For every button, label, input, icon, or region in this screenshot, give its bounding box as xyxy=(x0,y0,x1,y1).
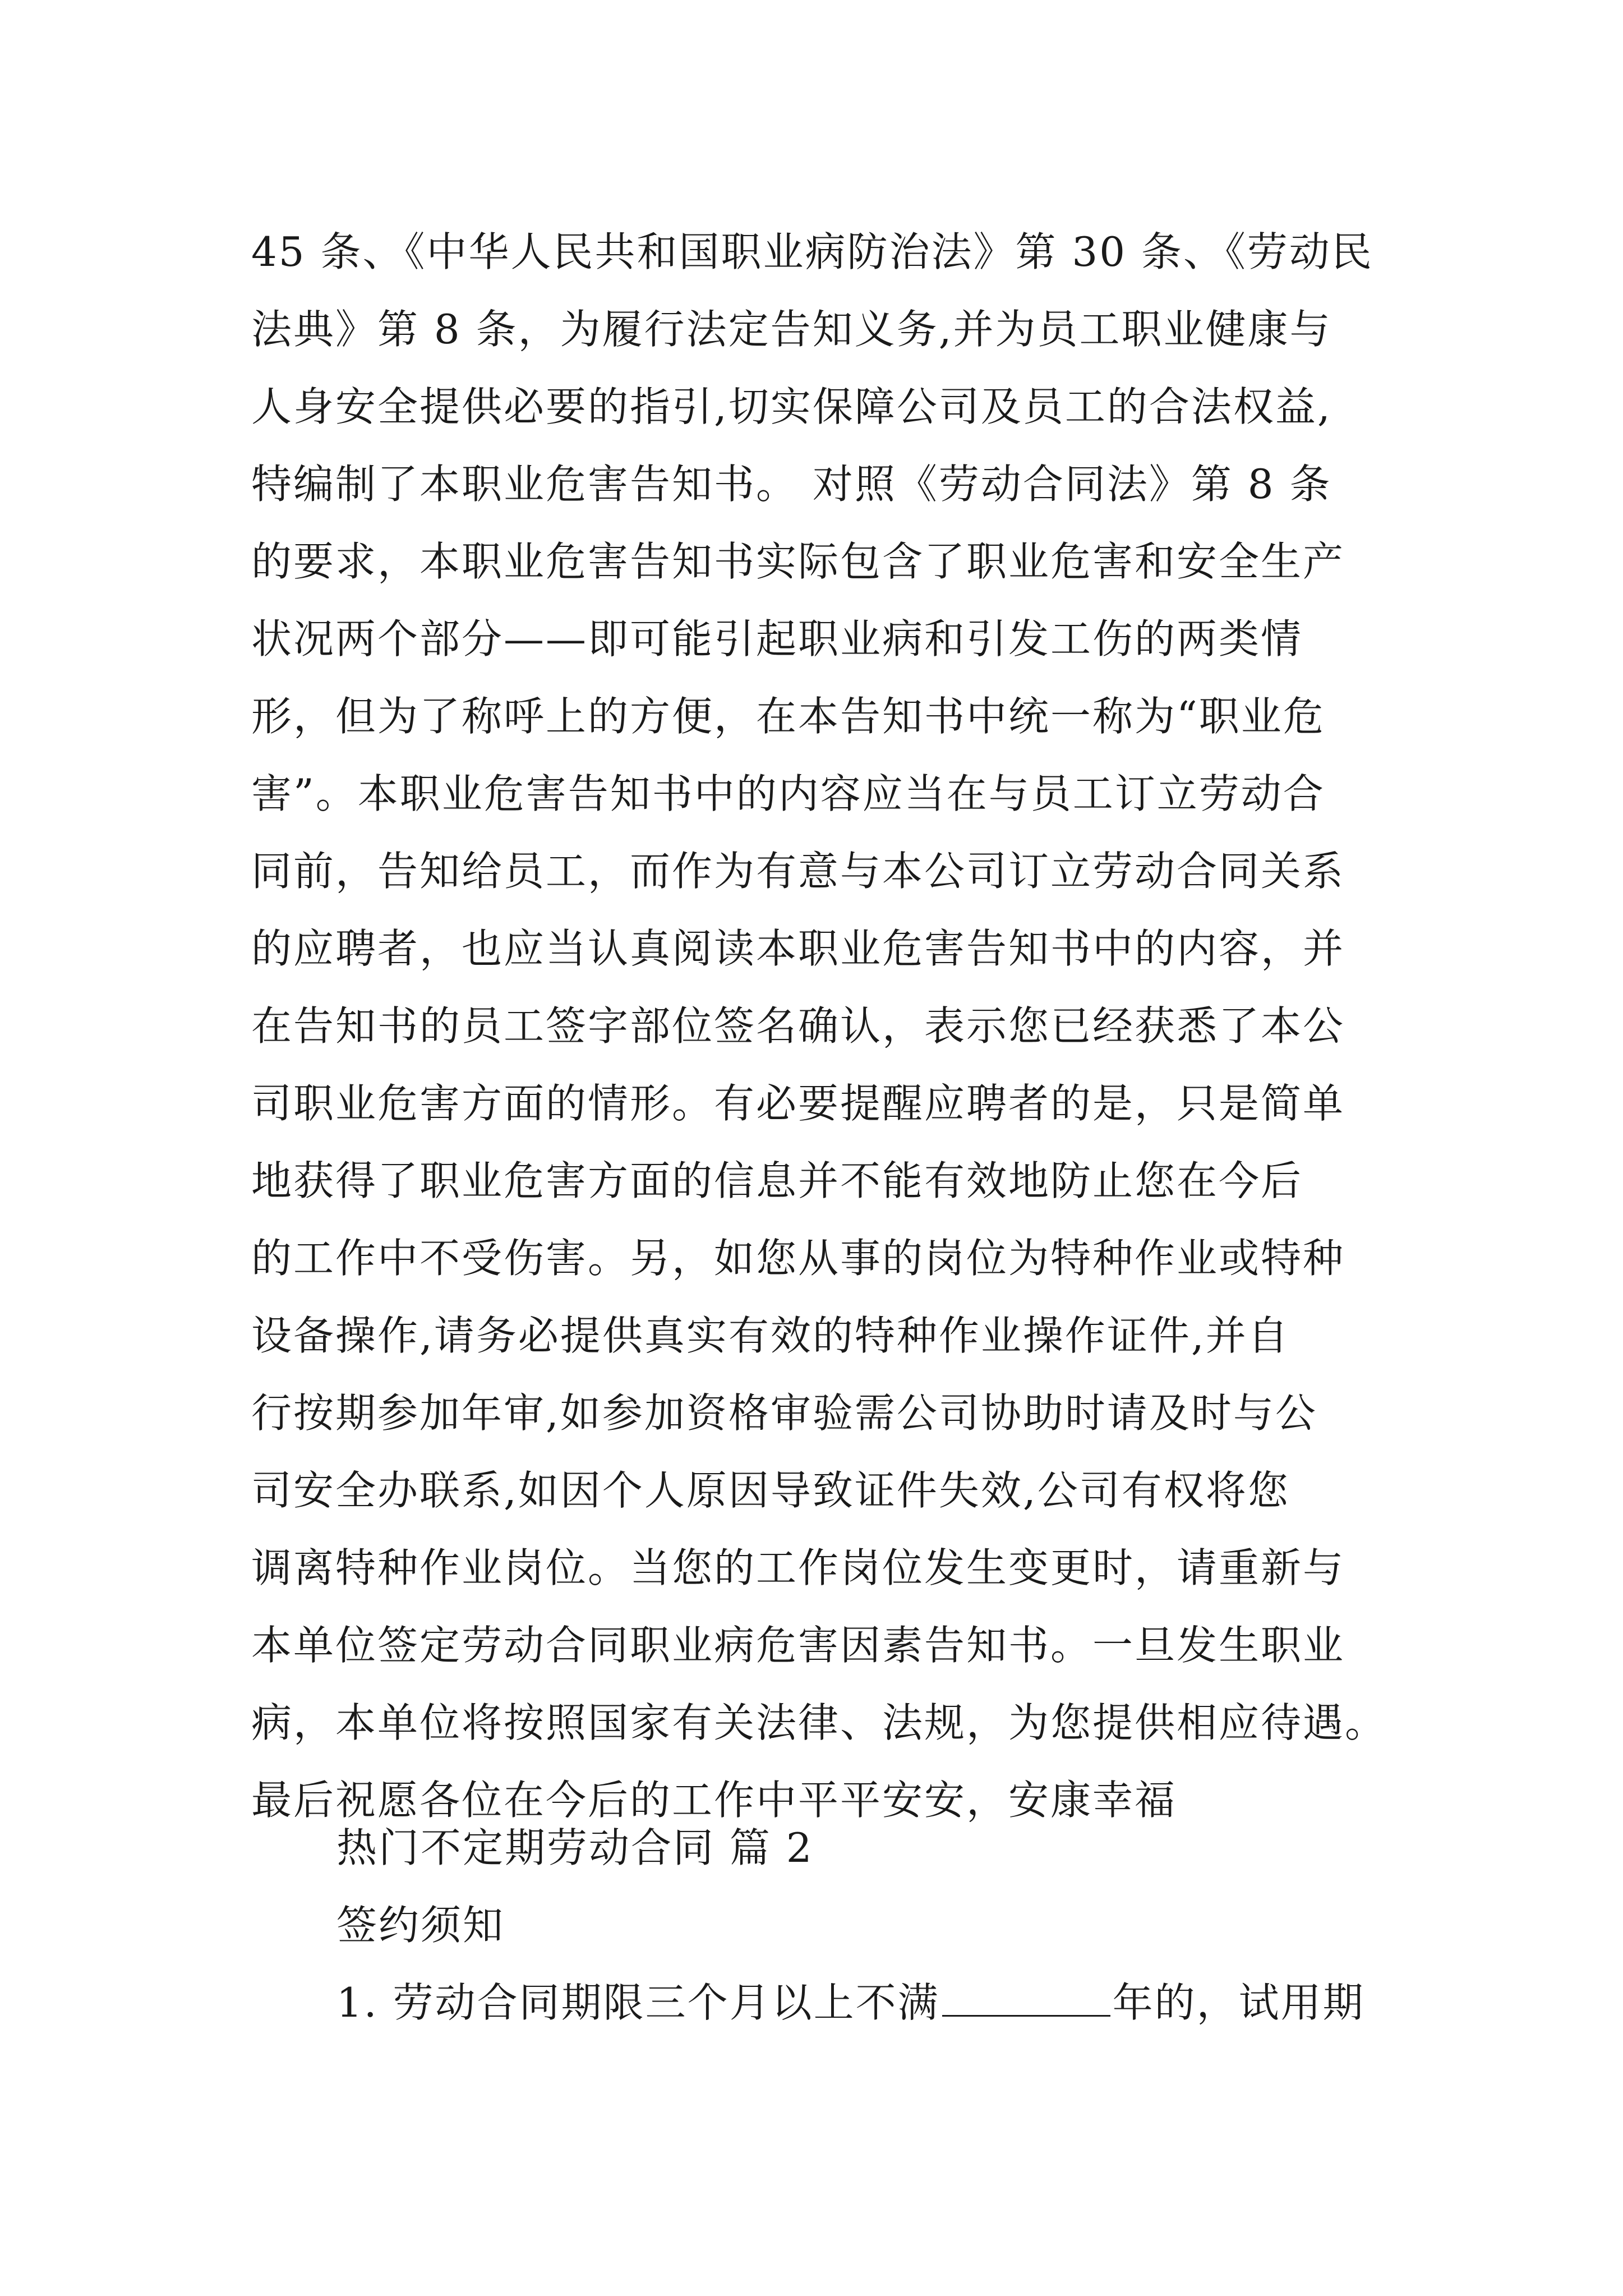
paragraph-line: 行按期参加年审,如参加资格审验需公司协助时请及时与公 xyxy=(251,1389,1317,1437)
list-item xyxy=(251,1964,1373,2041)
paragraph-line: 司安全办联系,如因个人原因导致证件失效,公司有权将您 xyxy=(251,1467,1290,1514)
paragraph-line: 的应聘者，也应当认真阅读本职业危害告知书中的内容，并 xyxy=(251,925,1345,972)
section-2 xyxy=(251,1809,1373,2041)
notice-heading: 签约须知 xyxy=(336,1902,505,1949)
item-text-suffix: 年的，试用期 xyxy=(1112,1979,1365,2026)
section-title: 热门不定期劳动合同 篇 2 xyxy=(336,1824,814,1871)
paragraph-line: 法典》第 8 条，为履行法定告知义务,并为员工职业健康与 xyxy=(251,306,1332,353)
fill-in-blank xyxy=(942,1981,1110,2017)
paragraph-line: 在告知书的员工签字部位签名确认，表示您已经获悉了本公 xyxy=(251,1002,1345,1050)
paragraph-line: 人身安全提供必要的指引,切实保障公司及员工的合法权益, xyxy=(251,383,1332,430)
paragraph-line: 司职业危害方面的情形。有必要提醒应聘者的是，只是简单 xyxy=(251,1080,1345,1127)
paragraph-line: 形，但为了称呼上的方便，在本告知书中统一称为“职业危 xyxy=(251,693,1325,740)
paragraph-line: 45 条、《中华人民共和国职业病防治法》第 30 条、《劳动民 xyxy=(251,228,1373,275)
paragraph-line: 的工作中不受伤害。另，如您从事的岗位为特种作业或特种 xyxy=(251,1235,1345,1282)
paragraph-line: 设备操作,请务必提供真实有效的特种作业操作证件,并自 xyxy=(251,1312,1290,1359)
paragraph-line: 最后祝愿各位在今后的工作中平平安安，安康幸福 xyxy=(251,1777,1177,1824)
paragraph-line: 本单位签定劳动合同职业病危害因素告知书。一旦发生职业 xyxy=(251,1622,1345,1669)
paragraph-line: 地获得了职业危害方面的信息并不能有效地防止您在今后 xyxy=(251,1157,1303,1204)
paragraph-line: 病，本单位将按照国家有关法律、法规，为您提供相应待遇。 xyxy=(251,1699,1387,1746)
body-paragraph xyxy=(251,213,1387,1839)
paragraph-line: 同前，告知给员工，而作为有意与本公司订立劳动合同关系 xyxy=(251,848,1345,895)
paragraph-line: 调离特种作业岗位。当您的工作岗位发生变更时，请重新与 xyxy=(251,1544,1345,1591)
paragraph-line: 状况两个部分——即可能引起职业病和引发工伤的两类情 xyxy=(251,615,1303,662)
paragraph-line: 害”。本职业危害告知书中的内容应当在与员工订立劳动合 xyxy=(251,770,1325,817)
item-text-prefix: 1. 劳动合同期限三个月以上不满 xyxy=(336,1979,940,2026)
paragraph-line: 特编制了本职业危害告知书。 对照《劳动合同法》第 8 条 xyxy=(251,461,1332,508)
paragraph-line: 的要求，本职业危害告知书实际包含了职业危害和安全生产 xyxy=(251,538,1345,585)
